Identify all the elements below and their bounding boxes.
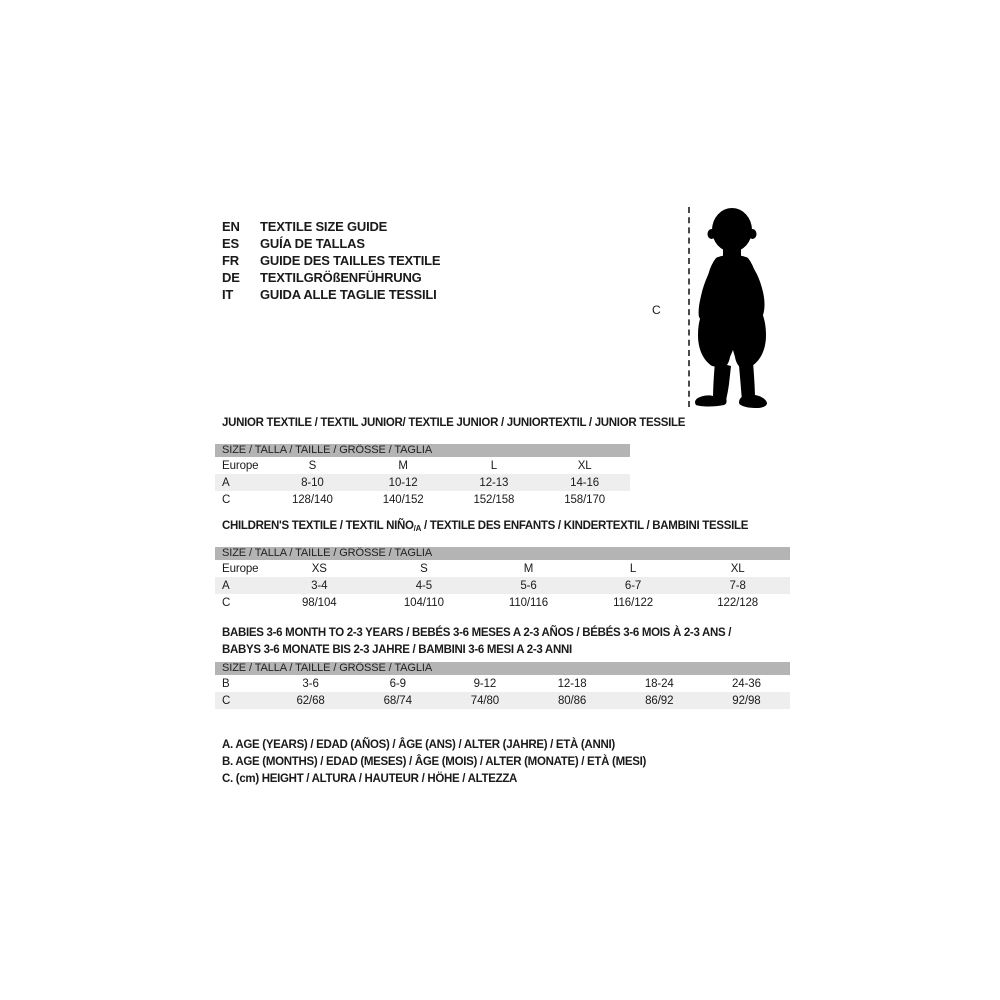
height-cell: 158/170 bbox=[564, 493, 606, 506]
language-row-it bbox=[222, 286, 440, 303]
age-cell: 12-13 bbox=[479, 476, 509, 489]
title-subscript: /A bbox=[413, 524, 422, 533]
babies-size-header: SIZE / TALLA / TAILLE / GRÖSSE / TAGLIA bbox=[215, 662, 790, 675]
table-row bbox=[215, 594, 790, 611]
language-row-es bbox=[222, 235, 440, 252]
age-cell: 12-18 bbox=[557, 677, 587, 690]
age-cell: 9-12 bbox=[473, 677, 497, 690]
language-code: DE bbox=[222, 270, 240, 285]
age-cell: 7-8 bbox=[729, 579, 746, 592]
height-cell: 152/158 bbox=[473, 493, 515, 506]
junior-textile-section bbox=[215, 417, 686, 508]
age-cell: 5-6 bbox=[520, 579, 537, 592]
height-cell: 122/128 bbox=[717, 596, 759, 609]
table-row bbox=[215, 692, 790, 709]
age-cell: 6-9 bbox=[389, 677, 406, 690]
row-label: C bbox=[222, 694, 231, 707]
table-row bbox=[215, 560, 790, 577]
height-cell: 74/80 bbox=[470, 694, 500, 707]
size-cell: M bbox=[523, 562, 534, 575]
children-table-title bbox=[222, 520, 790, 533]
height-cell: 128/140 bbox=[291, 493, 333, 506]
table-row bbox=[215, 491, 630, 508]
age-cell: 6-7 bbox=[624, 579, 642, 592]
babies-title-line-1: BABIES 3-6 MONTH TO 2-3 YEARS / BEBÉS 3-6 MESES A 2-3 AÑOS / BÉBÉS 3-6 MOIS À 2-3 ANS / bbox=[222, 627, 732, 639]
size-cell: M bbox=[398, 459, 408, 472]
legend bbox=[222, 737, 646, 788]
legend-line-c: C. (cm) HEIGHT / ALTURA / HAUTEUR / HÖHE / ALTEZZA bbox=[222, 773, 518, 785]
babies-textile-section bbox=[215, 625, 790, 709]
age-cell: 18-24 bbox=[644, 677, 674, 690]
row-label: Europe bbox=[222, 562, 259, 575]
language-row-de bbox=[222, 269, 440, 286]
height-cell: 104/110 bbox=[403, 596, 444, 609]
junior-table-title: JUNIOR TEXTILE / TEXTIL JUNIOR/ TEXTILE JUNIOR / JUNIORTEXTIL / JUNIOR TESSILE bbox=[222, 417, 686, 429]
language-label: GUIDA ALLE TAGLIE TESSILI bbox=[260, 287, 437, 302]
children-textile-section bbox=[215, 520, 790, 611]
height-cell: 110/116 bbox=[508, 596, 549, 609]
row-label: A bbox=[222, 476, 230, 489]
language-label: GUÍA DE TALLAS bbox=[260, 236, 365, 251]
language-code: EN bbox=[222, 219, 240, 234]
size-cell: XL bbox=[730, 562, 745, 575]
junior-size-header: SIZE / TALLA / TAILLE / GRÖSSE / TAGLIA bbox=[215, 444, 630, 457]
language-code: IT bbox=[222, 287, 234, 302]
babies-title-line-2: BABYS 3-6 MONATE BIS 2-3 JAHRE / BAMBINI 3-6 MESI A 2-3 ANNI bbox=[222, 644, 572, 656]
row-label: C bbox=[222, 596, 231, 609]
size-cell: XL bbox=[577, 459, 592, 472]
height-cell: 98/104 bbox=[302, 596, 337, 609]
language-label: TEXTILGRÖßENFÜHRUNG bbox=[260, 270, 422, 285]
size-cell: S bbox=[420, 562, 428, 575]
legend-line-b: B. AGE (MONTHS) / EDAD (MESES) / ÂGE (MOIS) / ALTER (MONATE) / ETÀ (MESI) bbox=[222, 756, 647, 768]
age-cell: 10-12 bbox=[388, 476, 418, 489]
table-row bbox=[215, 577, 790, 594]
title-part: CHILDREN'S TEXTILE / TEXTIL NIÑO bbox=[222, 520, 414, 532]
language-label: GUIDE DES TAILLES TEXTILE bbox=[260, 253, 441, 268]
children-size-header: SIZE / TALLA / TAILLE / GRÖSSE / TAGLIA bbox=[215, 547, 790, 560]
language-label: TEXTILE SIZE GUIDE bbox=[260, 219, 388, 234]
height-cell: 62/68 bbox=[296, 694, 325, 707]
age-cell: 8-10 bbox=[301, 476, 324, 489]
size-cell: XS bbox=[311, 562, 327, 575]
legend-line-a: A. AGE (YEARS) / EDAD (AÑOS) / ÂGE (ANS) / ALTER (JAHRE) / ETÀ (ANNI) bbox=[222, 739, 615, 751]
height-cell: 116/122 bbox=[613, 596, 654, 609]
height-cell: 92/98 bbox=[732, 694, 761, 707]
babies-table-title bbox=[222, 625, 790, 659]
height-cell: 140/152 bbox=[382, 493, 424, 506]
height-measure-label: C bbox=[652, 303, 661, 317]
age-cell: 14-16 bbox=[570, 476, 600, 489]
language-code: ES bbox=[222, 236, 239, 251]
language-row-fr bbox=[222, 252, 440, 269]
row-label: C bbox=[222, 493, 231, 506]
size-cell: L bbox=[490, 459, 498, 472]
language-list bbox=[222, 218, 440, 303]
title-part: / TEXTILE DES ENFANTS / KINDERTEXTIL / BAMBINI TESSILE bbox=[421, 520, 749, 532]
table-row bbox=[215, 457, 630, 474]
row-label: B bbox=[222, 677, 230, 690]
height-cell: 68/74 bbox=[383, 694, 412, 707]
height-cell: 86/92 bbox=[645, 694, 674, 707]
height-cell: 80/86 bbox=[557, 694, 587, 707]
age-cell: 4-5 bbox=[415, 579, 433, 592]
table-row bbox=[215, 474, 630, 491]
language-code: FR bbox=[222, 253, 239, 268]
age-cell: 3-4 bbox=[311, 579, 328, 592]
size-cell: L bbox=[629, 562, 637, 575]
table-row bbox=[215, 675, 790, 692]
age-cell: 24-36 bbox=[731, 677, 761, 690]
language-row-en bbox=[222, 218, 440, 235]
age-cell: 3-6 bbox=[302, 677, 319, 690]
row-label: A bbox=[222, 579, 230, 592]
size-cell: S bbox=[308, 459, 317, 472]
child-silhouette-icon bbox=[686, 204, 778, 411]
row-label: Europe bbox=[222, 459, 259, 472]
